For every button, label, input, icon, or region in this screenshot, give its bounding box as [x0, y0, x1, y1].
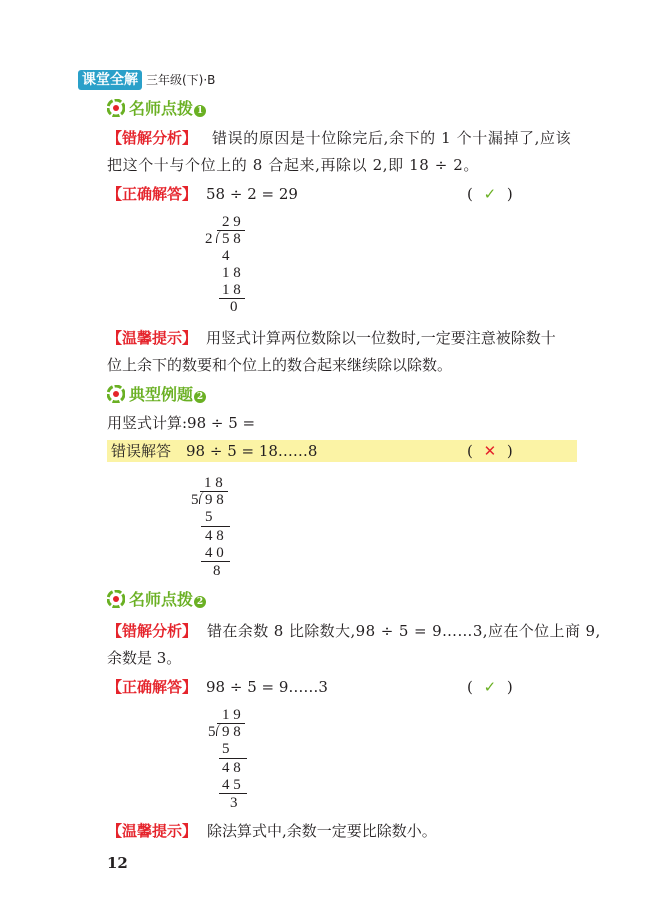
section-number: 2	[194, 391, 206, 403]
judge-mark-3: ( ✓ )	[467, 678, 513, 696]
section-title: 名师点拨	[129, 590, 194, 609]
step-1: 5	[205, 509, 213, 525]
divisor: 5	[208, 724, 216, 740]
logo-text: 课堂全解	[82, 72, 138, 88]
section-title: 典型例题	[129, 385, 194, 404]
analysis-line-1: 错误的原因是十位除完后,余下的 1 个十漏掉了,应该	[212, 129, 572, 147]
reminder-tag: 【温馨提示】	[107, 329, 198, 347]
check-icon: ✓	[483, 185, 497, 203]
reminder-tag: 【温馨提示】	[107, 822, 198, 840]
quotient: 1 9	[222, 707, 241, 723]
answer-tag: 【正确解答】	[107, 185, 198, 203]
recycle-icon	[107, 99, 125, 121]
step-4: 3	[230, 795, 238, 811]
cross-icon: ✕	[483, 442, 497, 460]
divisor: 2	[205, 231, 213, 247]
judge-mark-2: ( ✕ )	[467, 442, 513, 460]
step-3: 4 0	[205, 545, 224, 561]
section-example	[107, 385, 206, 407]
section-number: 1	[194, 105, 206, 117]
header-logo	[78, 70, 142, 90]
step-4: 8	[213, 563, 221, 579]
quotient: 2 9	[222, 214, 241, 230]
quotient: 1 8	[204, 475, 223, 491]
wrong-answer-expression: 98 ÷ 5 = 18……8	[186, 442, 318, 460]
reminder-line-2: 位上余下的数要和个位上的数合起来继续除以除数。	[107, 356, 453, 374]
recycle-icon	[107, 385, 125, 407]
reminder-line-1: 用竖式计算两位数除以一位数时,一定要注意被除数十	[206, 329, 556, 347]
judge-mark-1: ( ✓ )	[467, 185, 513, 203]
step-4: 0	[230, 299, 238, 315]
analysis-tag: 【错解分析】	[107, 129, 198, 147]
analysis-line-2: 余数是 3。	[107, 649, 182, 667]
answer-expression: 98 ÷ 5 = 9……3	[206, 678, 328, 696]
step-2: 4 8	[222, 760, 241, 776]
section-title: 名师点拨	[129, 99, 194, 118]
recycle-icon	[107, 590, 125, 612]
answer-tag: 【正确解答】	[107, 678, 198, 696]
step-2: 4 8	[205, 528, 224, 544]
section-number: 2	[194, 596, 206, 608]
step-1: 5	[222, 741, 230, 757]
example-question: 用竖式计算:98 ÷ 5 =	[107, 414, 256, 432]
step-3: 4 5	[222, 777, 241, 793]
step-1: 4	[222, 248, 230, 264]
analysis-line-1: 错在余数 8 比除数大,98 ÷ 5 = 9……3,应在个位上商 9,	[207, 622, 601, 640]
step-2: 1 8	[222, 265, 241, 281]
divisor: 5	[191, 492, 199, 508]
dividend: 9 8	[222, 724, 241, 740]
check-icon: ✓	[483, 678, 497, 696]
book-info: 三年级(下)·B	[146, 73, 216, 87]
step-3: 1 8	[222, 282, 241, 298]
section-tip1	[107, 99, 206, 121]
analysis-line-2: 把这个十与个位上的 8 合起来,再除以 2,即 18 ÷ 2。	[107, 156, 480, 174]
answer-expression: 58 ÷ 2 = 29	[206, 185, 298, 203]
dividend: 9 8	[205, 492, 224, 508]
reminder-line-1: 除法算式中,余数一定要比除数小。	[207, 822, 437, 840]
analysis-tag: 【错解分析】	[107, 622, 198, 640]
section-tip2	[107, 590, 206, 612]
dividend: 5 8	[222, 231, 241, 247]
page-number: 12	[107, 854, 128, 872]
wrong-answer-tag: 错误解答	[111, 442, 172, 460]
